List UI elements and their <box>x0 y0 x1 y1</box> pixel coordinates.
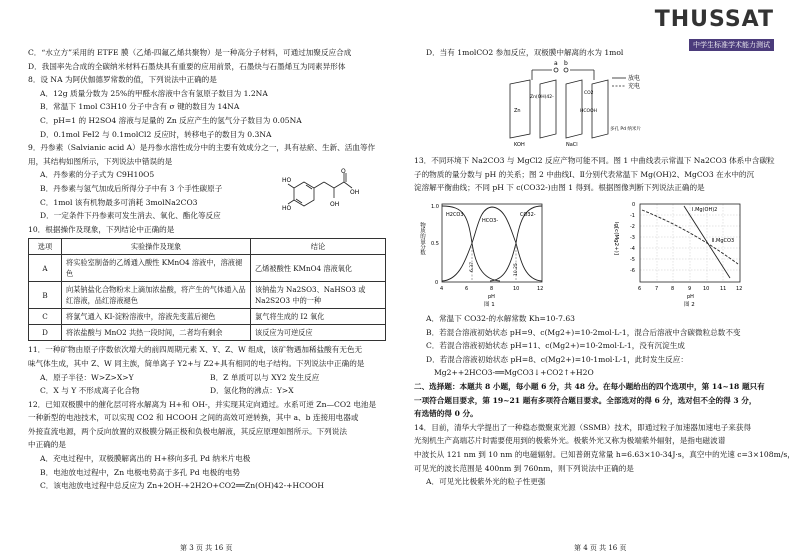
fig2-xtick: 6 <box>638 286 642 292</box>
legend-charge: 充电 <box>628 83 641 90</box>
q13-option-a: A．常温下 CO32-的水解常数 Kh=10-7.63 <box>426 314 575 323</box>
q10-stem: 10．根据操作及现象，下列结论中正确的是 <box>28 224 175 234</box>
q12-stem-cont: 中正确的是 <box>28 440 66 450</box>
fig2-xtick: 10 <box>703 286 710 292</box>
fig2-xtick: 8 <box>671 286 675 292</box>
fig1-xtick: 6 <box>465 286 469 292</box>
fig2-ytick: -2 <box>630 224 635 230</box>
table-cell: C <box>29 309 62 325</box>
label-hcooh: HCOOH <box>580 109 597 114</box>
fig1-mark: 6.37 <box>470 261 475 272</box>
terminal-b: b <box>564 60 568 67</box>
fig1-ytick: 0 <box>435 280 439 286</box>
q13-stem: 13．不同环境下 Na2CO3 与 MgCl2 反应产物可能不同。图 1 中曲线表示常温下 Na2CO3 体系中含碳粒 <box>414 156 775 165</box>
fig1-ylabel: 物质的量分数 <box>419 222 425 255</box>
q14-stem-cont: 可见光的波长范围是 400nm 到 760nm，则下列说法中正确的是 <box>414 463 634 473</box>
q12-option-d: D．当有 1molCO2 参加反应，双极膜中解离的水为 1mol <box>426 48 624 57</box>
table-cell: 向某钠盐化合物粉末上滴加浓盐酸，将产生的气体通入品红溶液，品红溶液褪色 <box>62 282 251 309</box>
q9-stem: 9．丹参素（Salvianic acid A）是丹参水溶性成分中的主要有效成分之一，具有祛瘀、生新、活血等作 <box>28 143 376 153</box>
table-cell: D <box>29 325 62 341</box>
q13-options <box>414 312 795 489</box>
q9-option-a: A．丹参素的分子式为 C9H10O5 <box>40 170 155 180</box>
fig1-xtick: 4 <box>440 286 444 292</box>
table-header: 选项 <box>29 239 62 255</box>
q9-stem-cont: 用，其结构如图所示，下列说法中错误的是 <box>28 156 173 166</box>
label-znoh: Zn(OH)42- <box>530 95 554 100</box>
fig1-xlabel: pH <box>488 294 495 300</box>
fig2-curve-label: Ⅱ.MgCO3 <box>712 238 735 244</box>
q8-stem: 8．设 NA 为阿伏伽德罗常数的值，下列说法中正确的是 <box>28 75 217 85</box>
label-pd: 多孔 Pd 纳米片 <box>610 127 641 132</box>
q9-option-c: C．1mol 该有机物最多可消耗 3molNa2CO3 <box>40 197 198 207</box>
q11-option-c: C．X 与 Y 不形成离子化合物 <box>40 386 140 396</box>
fig1-xtick: 8 <box>490 286 494 292</box>
fig2-xtick: 9 <box>688 286 692 292</box>
q12-option-c: C．该电池放电过程中总反应为 Zn+2OH-+2H2O+CO2══Zn(OH)42-+HCOOH <box>40 481 325 491</box>
table-row <box>29 309 386 325</box>
legend-discharge: 放电 <box>628 75 641 82</box>
q11-option-a: A．原子半径：W>Z>X>Y <box>40 372 134 382</box>
label-co2: CO2 <box>584 91 594 96</box>
q8-option-d: D．0.1mol FeI2 与 0.1molCl2 反应时，转移电子的数目为 0.3NA <box>40 129 272 139</box>
q8-option-b: B．常温下 1mol C3H10 分子中含有 σ 键的数目为 14NA <box>40 102 240 112</box>
fig2-ytick: -1 <box>630 213 635 219</box>
q12-stem: 12．已知双极膜中的催化层可将水解离为 H+和 OH-，并实现其定向通过。水系可逆 Zn—CO2 电池是 <box>28 399 377 409</box>
fig2-xtick: 12 <box>736 286 743 292</box>
table-row <box>29 255 386 282</box>
table-header: 实验操作及现象 <box>62 239 251 255</box>
q11-option-b: B．Z 单质可以与 XY2 发生反应 <box>210 372 320 382</box>
table-header: 结论 <box>251 239 386 255</box>
q13-option-b: B．若混合溶液初始状态 pH=9、c(Mg2+)=10-2mol·L-1，混合后溶液中含碳微粒总数不变 <box>426 327 741 337</box>
q9-option-b: B．丹参素与氢气加成后所得分子中有 3 个手性碳原子 <box>40 183 223 193</box>
table-cell: 将实验室制备的乙烯通入酸性 KMnO4 溶液中，溶液褪色 <box>62 255 251 282</box>
q13-stem-cont: 子的物质的量分数与 pH 的关系；图 2 中曲线Ⅰ、Ⅱ分别代表常温下 Mg(OH)2、MgCO3 在水中的沉 <box>414 169 755 179</box>
right-column <box>414 46 776 60</box>
label-nacl: NaCl <box>566 142 578 148</box>
table-cell: 将氯气通入 KI-淀粉溶液中，溶液先变蓝后褪色 <box>62 309 251 325</box>
q13-stem-cont: 淀溶解平衡曲线；不同 pH 下 c(CO32-)由图 1 得到。根据图像判断下列说法正确的是 <box>414 183 705 193</box>
table-cell: 该钠盐为 Na2SO3、NaHSO3 或 Na2S2O3 中的一种 <box>251 282 386 309</box>
figure-1 <box>420 198 560 308</box>
figure-2 <box>612 198 762 308</box>
q13-option-d-eq: Mg2++2HCO3-══MgCO3↓+CO2↑+H2O <box>434 368 594 378</box>
section-2-heading-cont: 一项符合题目要求，第 19~21 题有多项符合题目要求。全部选对的得 6 分，选对但不全的得 3 分， <box>414 395 757 405</box>
q7-option-d: D．我国率先合成的全碳纳米材料石墨炔具有重要的应用前景，石墨炔与石墨烯互为同素异形体 <box>28 61 346 71</box>
table-cell: 将浓盐酸与 MnO2 共热一段时间，二者均有剩余 <box>62 325 251 341</box>
brand-logo <box>655 8 774 51</box>
q7-option-c: C．“水立方”采用的 ETFE 膜（乙烯-四氟乙烯共聚物）是一种高分子材料，可通过加聚反应合成 <box>28 48 352 57</box>
q14-stem: 14．目前，清华大学提出了一种稳态微聚束光源（SSMB）技术，即通过粒子加速器加速电子来获得 <box>414 422 752 432</box>
fig1-caption: 图 1 <box>484 302 495 308</box>
fig1-curve-label: H2CO3 <box>446 212 464 218</box>
q11-stem: 11．一种矿物由原子序数依次增大的前四周期元素 X、Y、Z、W 组成，该矿物遇加稀盐酸有无色无 <box>28 345 363 355</box>
fig2-ytick: -6 <box>630 268 635 274</box>
section-2-heading-cont: 有选错的得 0 分。 <box>414 409 478 419</box>
q11-options-ab <box>28 371 388 385</box>
label-koh: KOH <box>514 142 525 148</box>
fig2-ytick: -5 <box>630 257 635 263</box>
page-footer-left: 第 3 页 共 16 页 <box>180 544 233 552</box>
table-row <box>29 282 386 309</box>
q11-stem-cont: 味气体生成，其中 Z、W 同主族，简单离子 Y2+与 Z2+具有相同的电子结构。下列说法中正确的是 <box>28 358 365 368</box>
q10-table <box>28 238 386 341</box>
q12-option-a: A．充电过程中，双极膜解离出的 H+移向多孔 Pd 纳米片电极 <box>40 454 251 464</box>
svg-text:OH: OH <box>330 201 340 208</box>
fig2-ytick: -3 <box>630 235 635 241</box>
fig2-ylabel: lg[c(Mg2+)] <box>613 222 619 255</box>
table-cell: 氯气将生成的 I2 氧化 <box>251 309 386 325</box>
svg-text:HO: HO <box>282 205 292 212</box>
fig1-curve-label: CO32- <box>520 212 536 218</box>
fig1-ytick: 1.0 <box>431 204 439 210</box>
brand-subtitle: 中学生标准学术能力测试 <box>689 39 774 51</box>
q9-option-d: D．一定条件下丹参素可发生消去、氧化、酯化等反应 <box>40 211 221 221</box>
label-zn: Zn <box>514 108 521 114</box>
section-2-heading: 二、选择题：本题共 8 小题，每小题 6 分，共 48 分。在每小题给出的四个选项中，第 14~18 题只有 <box>414 381 765 391</box>
q13-option-d: D．若混合溶液初始状态 pH=8、c(Mg2+)=10-1mol·L-1，此时发生反应： <box>426 354 688 364</box>
left-column <box>28 46 388 493</box>
q12-stem-cont: 外接直流电源，两个反向放置的双极膜分隔正极和负极电解液，其反应原理如图所示。下列说法 <box>28 426 347 436</box>
q14-stem-cont: 光刻机生产高端芯片时需要使用到的极紫外光。极紫外光又称为极端紫外辐射，是指电磁波谱 <box>414 436 726 446</box>
table-cell: 乙烯被酸性 KMnO4 溶液氧化 <box>251 255 386 282</box>
q8-option-a: A．12g 质量分数为 25%的甲醛水溶液中含有氢原子数目为 1.2NA <box>40 88 268 98</box>
table-row <box>29 325 386 341</box>
terminal-a: a <box>554 60 558 67</box>
q11-options-cd <box>28 384 388 398</box>
fig1-mark: 10.25 <box>514 263 519 276</box>
salvianic-acid-structure <box>282 168 362 230</box>
q12-option-b: B．电池放电过程中，Zn 电极电势高于多孔 Pd 电极的电势 <box>40 467 241 477</box>
table-cell: B <box>29 282 62 309</box>
table-cell: 该反应为可逆反应 <box>251 325 386 341</box>
battery-diagram <box>500 60 670 148</box>
fig1-curve-label: HCO3- <box>482 218 499 224</box>
table-cell: A <box>29 255 62 282</box>
q12-stem-cont: 一种新型的电池技术，可以实现 CO2 和 HCOOH 之间的高效可逆转换，其中 a、b 连接用电器或 <box>28 413 359 423</box>
fig2-xtick: 7 <box>655 286 659 292</box>
q13-option-c: C．若混合溶液初始状态 pH=11、c(Mg2+)=10-2mol·L-1，没有沉淀生成 <box>426 341 685 351</box>
fig2-xlabel: pH <box>687 294 694 300</box>
fig1-xtick: 12 <box>537 286 544 292</box>
q8-option-c: C．pH=1 的 H2SO4 溶液与足量的 Zn 反应产生的氢气分子数目为 0.05NA <box>40 115 302 125</box>
fig1-xtick: 10 <box>513 286 520 292</box>
q11-option-d: D．氢化物的沸点：Y>X <box>210 386 294 396</box>
fig1-ytick: 0.5 <box>431 241 439 247</box>
fig2-ytick: -4 <box>630 246 635 252</box>
q14-option-a: A．可见光比极紫外光的粒子性更强 <box>426 477 546 487</box>
svg-text:O: O <box>341 168 346 175</box>
svg-text:OH: OH <box>350 189 360 196</box>
table-header-row <box>29 239 386 255</box>
q13-block <box>414 154 776 195</box>
svg-text:HO: HO <box>282 177 292 184</box>
brand-name: THUSSAT <box>654 7 774 32</box>
fig2-caption: 图 2 <box>684 302 695 308</box>
fig2-ytick: 0 <box>632 202 636 208</box>
q14-stem-cont: 中波长从 121 nm 到 10 nm 的电磁辐射。已知普朗克常量 h=6.63×10-34J·s，真空中的光速 c=3×108m/s， <box>414 449 795 459</box>
fig2-xtick: 11 <box>720 286 727 292</box>
fig2-curve-label: Ⅰ.Mg(OH)2 <box>692 207 718 213</box>
page-footer-right: 第 4 页 共 16 页 <box>574 544 627 552</box>
